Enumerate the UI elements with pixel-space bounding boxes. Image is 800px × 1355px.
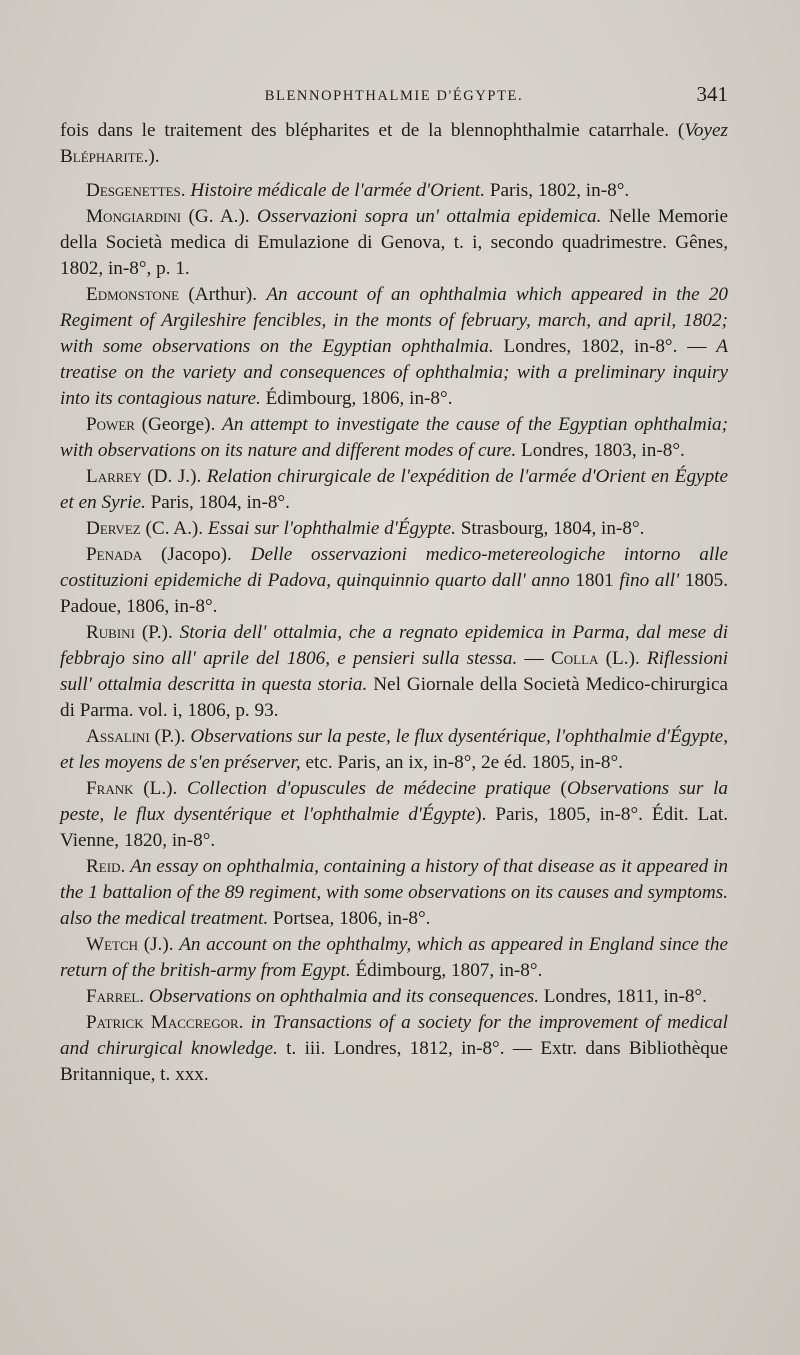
entry-details: (	[560, 778, 567, 799]
bibliography-entry	[60, 932, 728, 984]
entry-author: Mongiardini	[86, 206, 182, 227]
entry-details-2: Édimbourg, 1806, in-8°.	[265, 388, 453, 409]
entry-title: Osservazioni sopra un' ottalmia epidemica.	[257, 206, 602, 227]
entry-details: Nelle Memorie della Società medica di Emulazione di Genova, t. i, secondo quadrimestre. Gênes, 1802, in-8°, p. 1.	[60, 206, 729, 279]
intro-paragraph	[60, 118, 728, 170]
entry-author: Dervez	[86, 518, 141, 539]
entry-author: Frank	[86, 778, 134, 799]
entry-author-initials: (C. A.).	[145, 518, 204, 539]
entry-title-2: fino all'	[619, 570, 680, 591]
bibliography-entry	[60, 464, 728, 516]
entry-title: Relation chirurgicale de l'expédition de l'armée d'Orient en Égypte et en Syrie.	[60, 466, 729, 513]
bibliography-entry	[60, 984, 728, 1010]
entry-author: Patrick Maccregor.	[86, 1012, 244, 1033]
entry-author-initials: (J.).	[143, 934, 174, 955]
bibliography-entry	[60, 516, 728, 542]
entry-title: Observations on ophthalmia and its consequences.	[148, 986, 539, 1007]
entry-author: Larrey	[86, 466, 142, 487]
entry-title-2: Observations sur la peste, le flux dysentérique et l'ophthalmie d'Égypte	[60, 778, 728, 825]
entry-author-2: Colla	[550, 648, 599, 669]
entry-title: Storia dell' ottalmia, che a regnato epidemica in Parma, dal mese di febbrajo sino all' aprile del 1806, e pensieri sulla stessa.	[60, 622, 729, 669]
entry-details: Portsea, 1806, in-8°.	[272, 908, 431, 929]
bibliography-entry	[60, 542, 728, 620]
bibliography-entry	[60, 178, 728, 204]
entry-title: Histoire médicale de l'armée d'Orient.	[190, 180, 486, 201]
entry-details: Paris, 1802, in-8°.	[489, 180, 630, 201]
entry-details: Édimbourg, 1807, in-8°.	[355, 960, 543, 981]
bibliography-entry	[60, 776, 728, 854]
entry-details: Londres, 1811, in-8°.	[543, 986, 707, 1007]
entry-author-initials: (P.).	[154, 726, 186, 747]
entry-title: An essay on ophthalmia, containing a history of that disease as it appeared in the 1 battalion of the 89 regiment, with some observations on its causes and symptoms. also the medical treatment.	[60, 856, 729, 929]
entry-author: Farrel.	[86, 986, 145, 1007]
entry-details: Londres, 1803, in-8°.	[521, 440, 685, 461]
entry-author-initials-2: (L.).	[605, 648, 640, 669]
bibliography-entry	[60, 204, 728, 282]
intro-close: .).	[143, 146, 160, 167]
page-body	[60, 118, 728, 1088]
page-header	[60, 82, 728, 116]
bibliography-entry	[60, 854, 728, 932]
entry-author-initials: (Jacopo).	[160, 544, 232, 565]
bibliography-entry	[60, 724, 728, 776]
entry-details: Paris, 1804, in-8°.	[150, 492, 290, 513]
entry-author-initials: (Arthur).	[188, 284, 258, 305]
entry-details: t. iii. Londres, 1812, in-8°. — Extr. dans Bibliothèque Britannique, t. xxx.	[60, 1038, 728, 1085]
entry-title: Observations sur la peste, le flux dysentérique, l'ophthalmie d'Égypte, et les moyens de s'en préserver,	[60, 726, 728, 773]
page-number: 341	[696, 82, 728, 106]
entry-author: Desgenettes.	[86, 180, 186, 201]
entry-author-initials: (D. J.).	[147, 466, 202, 487]
entry-author-initials: (George).	[141, 414, 216, 435]
bibliography-entry	[60, 412, 728, 464]
entry-author: Wetch	[86, 934, 139, 955]
entry-author: Edmonstone	[86, 284, 180, 305]
entry-author: Reid.	[86, 856, 126, 877]
entry-title: Delle osservazioni medico-metereologiche intorno alle costituzioni epidemiche di Padova, quinquinnio quarto dall' anno	[60, 544, 729, 591]
bibliography-entry	[60, 620, 728, 724]
running-title: BLENNOPHTHALMIE D'ÉGYPTE.	[264, 88, 524, 104]
entry-details: etc. Paris, an ix, in-8°, 2e éd. 1805, in-8°.	[305, 752, 623, 773]
entry-author-initials: (P.).	[141, 622, 173, 643]
intro-ref: Blépharite	[60, 146, 144, 167]
entry-details-2: 1805. Padoue, 1806, in-8°.	[60, 570, 729, 617]
bibliography-entry	[60, 1010, 728, 1088]
entry-details: Londres, 1802, in-8°. —	[503, 336, 707, 357]
entry-author: Rubini	[86, 622, 135, 643]
entry-author: Assalini	[86, 726, 150, 747]
entry-title: An attempt to investigate the cause of the Egyptian ophthalmia; with observations on its nature and different modes of cure.	[60, 414, 729, 461]
entry-title: in Transactions of a society for the improvement of medical and chirurgical knowledge.	[60, 1012, 728, 1059]
entry-details-2: ). Paris, 1805, in-8°. Édit. Lat. Vienne, 1820, in-8°.	[60, 804, 728, 851]
intro-see: Voyez	[684, 120, 728, 141]
entry-author: Power	[86, 414, 135, 435]
bibliography-entry	[60, 282, 728, 412]
entry-details: 1801	[575, 570, 614, 591]
entry-details: Strasbourg, 1804, in-8°.	[460, 518, 645, 539]
entry-title-2: A treatise on the variety and consequences of ophthalmia; with a preliminary inquiry into its contagious nature.	[60, 336, 729, 409]
entry-title-2: Riflessioni sull' ottalmia descritta in questa storia.	[60, 648, 729, 695]
entry-details: —	[524, 648, 544, 669]
entry-details-2: Nel Giornale della Società Medico-chirurgica di Parma. vol. i, 1806, p. 93.	[60, 674, 728, 721]
entry-author-initials: (L.).	[143, 778, 178, 799]
entry-title: An account on the ophthalmy, which as appeared in England since the return of the british-army from Egypt.	[60, 934, 729, 981]
entry-author-initials: (G. A.).	[188, 206, 250, 227]
entry-title: An account of an ophthalmia which appeared in the 20 Regiment of Argileshire fencibles, in the monts of february, march, and april, 1802; with some observations on the Egyptian ophthalmia.	[60, 284, 729, 357]
entry-author: Penada	[86, 544, 143, 565]
entry-title: Collection d'opuscules de médecine pratique	[187, 778, 551, 799]
intro-text: fois dans le traitement des blépharites et de la blennophthalmie catarrhale. (	[60, 120, 685, 141]
entry-title: Essai sur l'ophthalmie d'Égypte.	[207, 518, 456, 539]
